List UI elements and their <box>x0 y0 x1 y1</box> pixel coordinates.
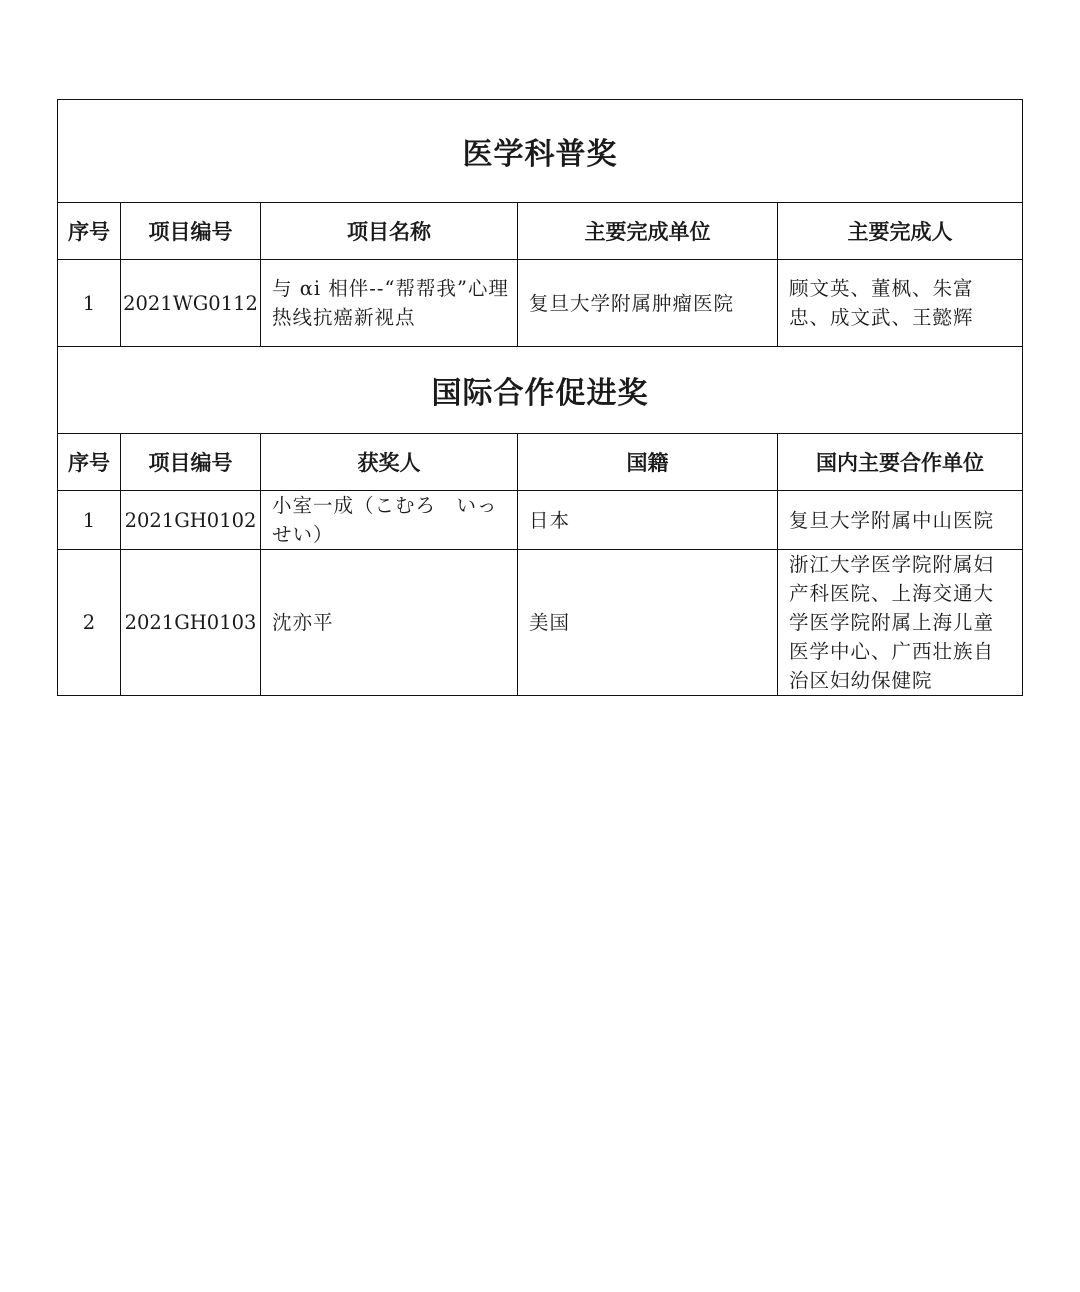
row-winner: 小室一成（こむろ いっせい） <box>261 491 518 550</box>
table-row <box>58 491 1023 550</box>
row-main-people: 顾文英、董枫、朱富忠、成文武、王懿辉 <box>778 260 1023 347</box>
row-project-name: 与 αi 相伴--“帮帮我”心理热线抗癌新视点 <box>261 260 518 347</box>
header-nationality: 国籍 <box>518 434 778 491</box>
table-row <box>58 260 1023 347</box>
row-code: 2021WG0112 <box>121 260 261 347</box>
row-index: 2 <box>58 550 121 696</box>
header-index: 序号 <box>58 203 121 260</box>
intl-award-title: 国际合作促进奖 <box>58 347 1023 434</box>
header-main-people: 主要完成人 <box>778 203 1023 260</box>
row-nationality: 日本 <box>518 491 778 550</box>
intl-award-title-row <box>58 347 1023 434</box>
row-nationality: 美国 <box>518 550 778 696</box>
row-winner: 沈亦平 <box>261 550 518 696</box>
header-project-name: 项目名称 <box>261 203 518 260</box>
header-code: 项目编号 <box>121 434 261 491</box>
science-award-title-row <box>58 100 1023 203</box>
row-partner: 复旦大学附属中山医院 <box>778 491 1023 550</box>
row-code: 2021GH0102 <box>121 491 261 550</box>
header-index: 序号 <box>58 434 121 491</box>
row-index: 1 <box>58 491 121 550</box>
row-main-unit: 复旦大学附属肿瘤医院 <box>518 260 778 347</box>
science-award-header-row <box>58 203 1023 260</box>
header-partner: 国内主要合作单位 <box>778 434 1023 491</box>
row-partner: 浙江大学医学院附属妇产科医院、上海交通大学医学院附属上海儿童医学中心、广西壮族自治区妇幼保健院 <box>778 550 1023 696</box>
award-table <box>57 99 1023 696</box>
intl-award-header-row <box>58 434 1023 491</box>
header-main-unit: 主要完成单位 <box>518 203 778 260</box>
row-index: 1 <box>58 260 121 347</box>
header-code: 项目编号 <box>121 203 261 260</box>
row-code: 2021GH0103 <box>121 550 261 696</box>
header-winner: 获奖人 <box>261 434 518 491</box>
table-row <box>58 550 1023 696</box>
science-award-title: 医学科普奖 <box>58 100 1023 203</box>
